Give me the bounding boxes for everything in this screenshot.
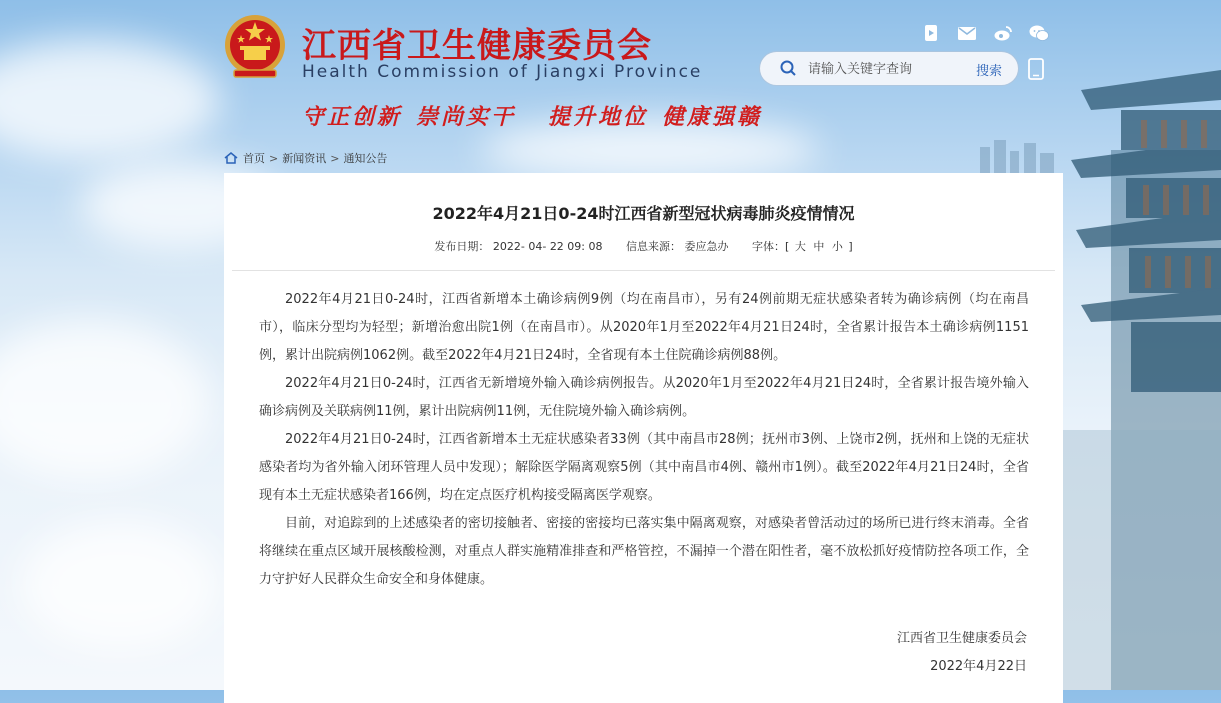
wechat-icon[interactable] xyxy=(1028,24,1050,42)
font-size-switcher: 字体：[ 大 中 小 ] xyxy=(752,240,853,253)
breadcrumb-separator: > xyxy=(269,151,279,165)
search-bar xyxy=(760,52,1018,85)
signature-date: 2022年4月22日 xyxy=(930,659,1027,674)
article-title: 2022年4月21日0-24时江西省新型冠状病毒肺炎疫情情况 xyxy=(432,204,855,223)
font-size-large[interactable]: 大 xyxy=(794,240,806,253)
city-skyline xyxy=(980,135,1060,175)
article-paragraph: 2022年4月21日0-24时，江西省新增本土无症状感染者33例（其中南昌市28例；抚州市3例、上饶市2例，抚州和上饶的无症状感染者均为省外输入闭环管理人员中发现）；解除医学隔离观察5例（其中南昌市4例、赣州市1例）。截至2022年4月21日24时，全省现有本土无症状感染者166例，均在定点医疗机构接受隔离医学观察。 xyxy=(259,432,1029,503)
article-signature xyxy=(897,625,1027,681)
search-button[interactable]: 搜索 xyxy=(975,64,1002,79)
breadcrumb-notices[interactable]: 通知公告 xyxy=(343,152,388,165)
signature-org: 江西省卫生健康委员会 xyxy=(896,631,1027,646)
breadcrumb xyxy=(224,150,387,166)
info-source: 信息来源： 委应急办 xyxy=(626,240,729,253)
mail-icon[interactable] xyxy=(956,24,978,42)
font-size-medium[interactable]: 中 xyxy=(813,240,825,253)
site-title: 江西省卫生健康委员会 xyxy=(302,26,652,66)
slogan xyxy=(302,100,776,131)
pavilion-illustration xyxy=(1051,30,1221,690)
slogan-part: 崇尚实干 xyxy=(416,105,517,130)
breadcrumb-separator: > xyxy=(330,151,340,165)
breadcrumb-news[interactable]: 新闻资讯 xyxy=(282,152,327,165)
slogan-part: 健康强赣 xyxy=(662,105,763,130)
article-body xyxy=(259,286,1029,594)
breadcrumb-home[interactable]: 首页 xyxy=(243,152,265,165)
site-title-english: Health Commission of Jiangxi Province xyxy=(302,62,703,82)
article-panel xyxy=(224,173,1063,703)
font-size-small[interactable]: 小 xyxy=(831,240,843,253)
article-paragraph: 2022年4月21日0-24时，江西省无新增境外输入确诊病例报告。从2020年1月至2022年4月21日24时，全省累计报告境外输入确诊病例及关联病例11例，累计出院病例11例，无住院境外输入确诊病例。 xyxy=(259,376,1029,419)
article-paragraph: 2022年4月21日0-24时，江西省新增本土确诊病例9例（均在南昌市），另有24例前期无症状感染者转为确诊病例（均在南昌市），临床分型均为轻型；新增治愈出院1例（在南昌市）。从2020年1月至2022年4月21日24时，全省累计报告本土确诊病例1151例，累计出院病例1062例。截至2022年4月21日24时，全省现有本土住院确诊病例88例。 xyxy=(259,292,1029,363)
weibo-icon[interactable] xyxy=(992,24,1014,42)
mobile-app-icon[interactable] xyxy=(920,24,942,42)
slogan-part: 提升地位 xyxy=(548,105,649,130)
national-emblem-logo xyxy=(222,12,288,82)
header-icon-bar xyxy=(920,24,1050,42)
search-icon xyxy=(780,60,796,76)
slogan-part: 守正创新 xyxy=(302,105,403,130)
title-divider xyxy=(232,270,1055,271)
article-paragraph: 目前，对追踪到的上述感染者的密切接触者、密接的密接均已落实集中隔离观察，对感染者曾活动过的场所已进行终末消毒。全省将继续在重点区域开展核酸检测，对重点人群实施精准排查和严格管控，不漏掉一个潜在阳性者，毫不放松抓好疫情防控各项工作，全力守护好人民群众生命安全和身体健康。 xyxy=(259,516,1029,587)
search-input[interactable] xyxy=(806,58,960,80)
mobile-version-icon[interactable] xyxy=(1028,58,1044,80)
publish-date: 发布日期： 2022- 04- 22 09: 08 xyxy=(434,240,603,253)
home-icon xyxy=(224,152,238,164)
article-meta xyxy=(224,238,1063,254)
